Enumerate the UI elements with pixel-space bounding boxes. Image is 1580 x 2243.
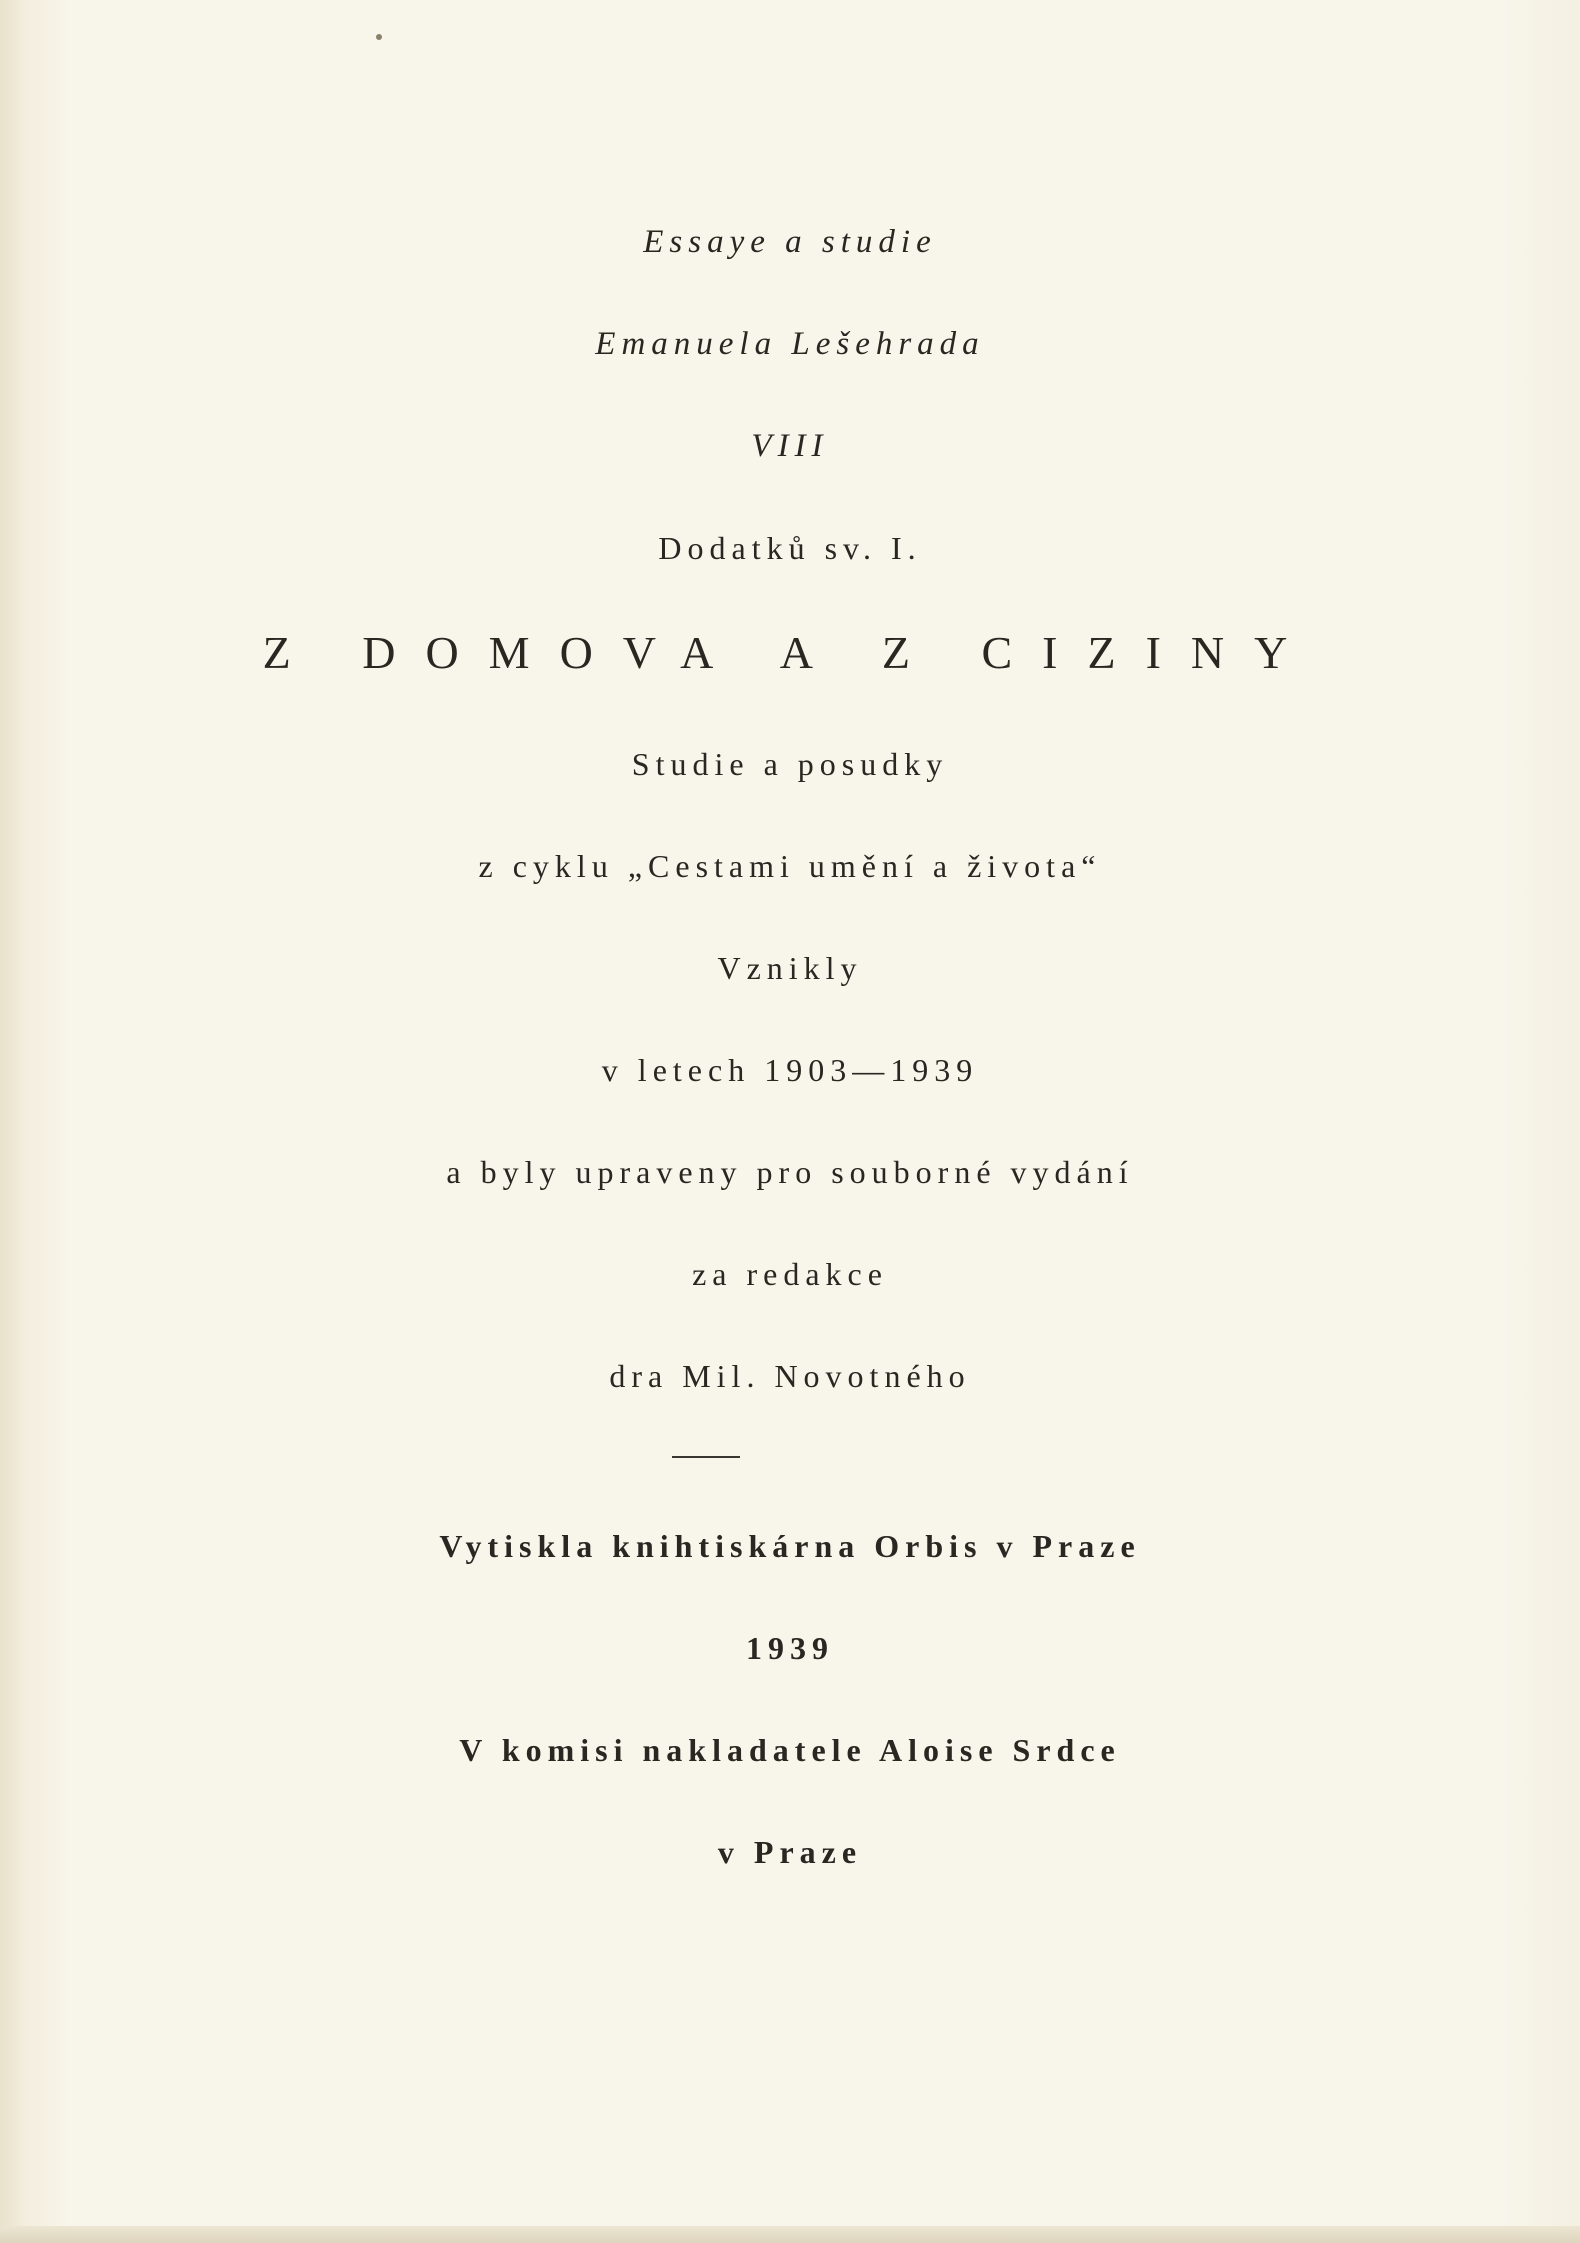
publisher-line: V komisi nakladatele Aloise Srdce [459,1732,1121,1768]
series-line-1: Essaye a studie [643,224,937,260]
cycle-line: z cyklu „Cestami umění a života“ [478,848,1102,884]
imprint-place: v Praze [717,1834,863,1870]
supplement-volume: Dodatků sv. I. [658,530,922,566]
printer-line: Vytiskla knihtiskárna Orbis v Praze [439,1528,1141,1564]
series-line-2: Emanuela Lešehrada [595,326,985,362]
editor-line-1: za redakce [692,1256,888,1292]
book-title: Z DOMOVA A Z CIZINY [262,627,1318,678]
origin-line-1: Vznikly [717,950,863,986]
page-bottom-edge [0,2226,1580,2243]
editor-line-2: dra Mil. Novotného [609,1358,971,1394]
subtitle: Studie a posudky [631,746,949,782]
origin-line-3: a byly upraveny pro souborné vydání [446,1154,1134,1190]
ink-speck [376,34,382,40]
imprint-year: 1939 [746,1630,834,1666]
volume-number: VIII [751,428,829,464]
divider-rule [672,1456,740,1458]
origin-line-2: v letech 1903—1939 [601,1052,979,1088]
